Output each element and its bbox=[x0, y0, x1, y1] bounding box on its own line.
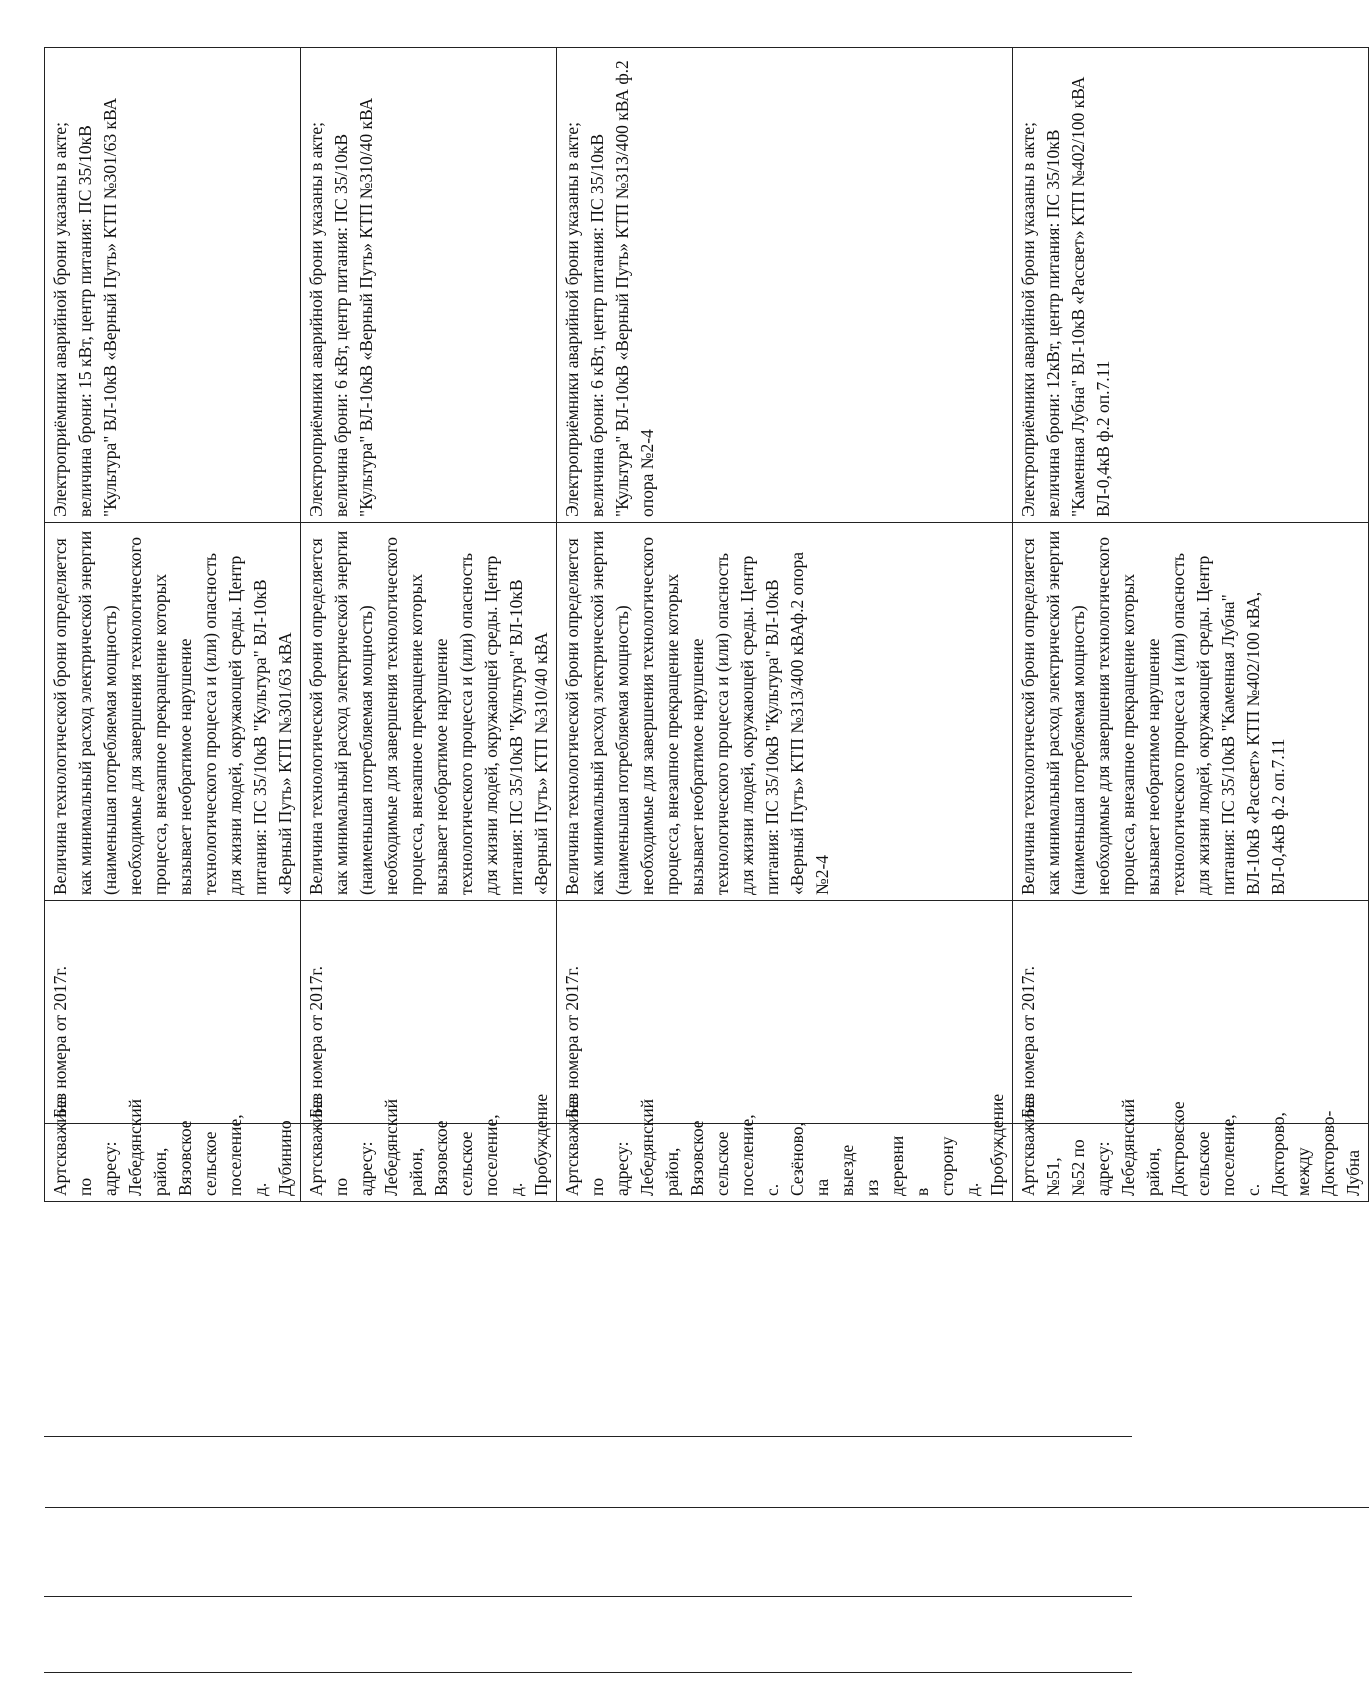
tech-bron-text: Величина технологической брони определяется как минимальный расход электрической энергии (наименьшая потребляемая мощность) необходимые для завершения технологического процесса, внезапное прекращение которых вызывает необратимое нарушение технологического процесса и (или) опасность для жизни людей, окружающей среды. Центр питания: ПС 35/10кВ "Культура" ВЛ-10кВ «Верный Путь» КТП №301/63 кВА bbox=[50, 530, 295, 895]
avar-bron-cell bbox=[45, 48, 301, 523]
avar-bron-text: Электроприёмники аварийной брони указаны в акте; величина брони: 6 кВт, центр питания: ПС 35/10кВ "Культура" ВЛ-10кВ «Верный Путь» КТП №313/400 кВА ф.2 опора №2-4 bbox=[562, 60, 657, 517]
table-row bbox=[557, 48, 1013, 1508]
rotated-page-content bbox=[44, 48, 1363, 1508]
tech-bron-text: Величина технологической брони определяется как минимальный расход электрической энергии (наименьшая потребляемая мощность) необходимые для завершения технологического процесса, внезапное прекращение которых вызывает необратимое нарушение технологического процесса и (или) опасность для жизни людей, окружающей среды. Центр питания: ПС 35/10кВ "Культура" ВЛ-10кВ «Верный Путь» КТП №313/400 кВАф.2 опора №2-4 bbox=[562, 530, 832, 895]
rule-line bbox=[44, 1436, 1132, 1437]
tech-bron-cell bbox=[301, 523, 557, 901]
act-cell bbox=[557, 901, 1013, 1124]
avar-bron-cell bbox=[301, 48, 557, 523]
table-row bbox=[45, 48, 301, 1508]
avar-bron-text: Электроприёмники аварийной брони указаны в акте; величина брони: 6 кВт, центр питания: ПС 35/10кВ "Культура" ВЛ-10кВ «Верный Путь» КТП №310/40 кВА bbox=[306, 97, 376, 517]
tech-bron-cell bbox=[45, 523, 301, 901]
address-cell bbox=[45, 1096, 301, 1202]
address-cell bbox=[301, 1093, 557, 1202]
address-text: Артскважина по адресу: Лебедянский район, Вязовское сельское поселение, с. Сезёново, на выезде из деревни в сторону д. Пробуждение bbox=[562, 1093, 1007, 1196]
bron-table bbox=[44, 47, 1369, 1508]
act-cell bbox=[301, 901, 557, 1124]
act-text: Без номера от 2017г. bbox=[562, 966, 582, 1118]
avar-bron-cell bbox=[1013, 48, 1369, 523]
act-text: Без номера от 2017г. bbox=[50, 966, 70, 1118]
address-cell bbox=[557, 1093, 1013, 1202]
address-cell bbox=[1013, 1096, 1369, 1202]
address-text: Артскважина по адресу: Лебедянский район, Вязовское сельское поселение, д. Пробуждение bbox=[306, 1093, 551, 1196]
rule-line bbox=[44, 1596, 1132, 1597]
table-row bbox=[1013, 48, 1369, 1508]
act-text: Без номера от 2017г. bbox=[306, 966, 326, 1118]
tech-bron-cell bbox=[1013, 523, 1369, 901]
act-text: Без номера от 2017г. bbox=[1018, 966, 1038, 1118]
table-row bbox=[301, 48, 557, 1508]
address-text: Артскважина №51, №52 по адресу: Лебедянский район, Доктровское сельское поселение, с. Докторово, между Докторово-Лубна bbox=[1018, 1096, 1363, 1196]
address-text: Артскважина по адресу: Лебедянский район, Вязовское сельское поселение, д. Дубинино bbox=[50, 1096, 295, 1196]
avar-bron-cell bbox=[557, 48, 1013, 523]
avar-bron-text: Электроприёмники аварийной брони указаны в акте; величина брони: 12кВт, центр питания: ПС 35/10кВ "Каменная Лубна" ВЛ-10кВ «Рассвет» КТП №402/100 кВА ВЛ-0,4кВ ф.2 оп.7.11 bbox=[1018, 76, 1113, 517]
act-cell bbox=[1013, 901, 1369, 1124]
blank-cell bbox=[1013, 1202, 1369, 1508]
blank-cell bbox=[557, 1202, 1013, 1508]
blank-cell bbox=[45, 1202, 301, 1508]
avar-bron-text: Электроприёмники аварийной брони указаны в акте; величина брони: 15 кВт, центр питания: ПС 35/10кВ "Культура" ВЛ-10кВ «Верный Путь» КТП №301/63 кВА bbox=[50, 97, 120, 517]
tech-bron-cell bbox=[557, 523, 1013, 901]
rule-line bbox=[44, 1672, 1132, 1673]
tech-bron-text: Величина технологической брони определяется как минимальный расход электрической энергии (наименьшая потребляемая мощность) необходимые для завершения технологического процесса, внезапное прекращение которых вызывает необратимое нарушение технологического процесса и (или) опасность для жизни людей, окружающей среды. Центр питания: ПС 35/10кВ "Культура" ВЛ-10кВ «Верный Путь» КТП №310/40 кВА bbox=[306, 530, 551, 895]
tech-bron-text: Величина технологической брони определяется как минимальный расход электрической энергии (наименьшая потребляемая мощность) необходимые для завершения технологического процесса, внезапное прекращение которых вызывает необратимое нарушение технологического процесса и (или) опасность для жизни людей, окружающей среды. Центр питания: ПС 35/10кВ "Каменная Лубна" ВЛ-10кВ «Рассвет» КТП №402/100 кВА, ВЛ-0,4кВ ф.2 оп.7.11 bbox=[1018, 530, 1288, 895]
blank-cell bbox=[301, 1202, 557, 1508]
act-cell bbox=[45, 901, 301, 1124]
